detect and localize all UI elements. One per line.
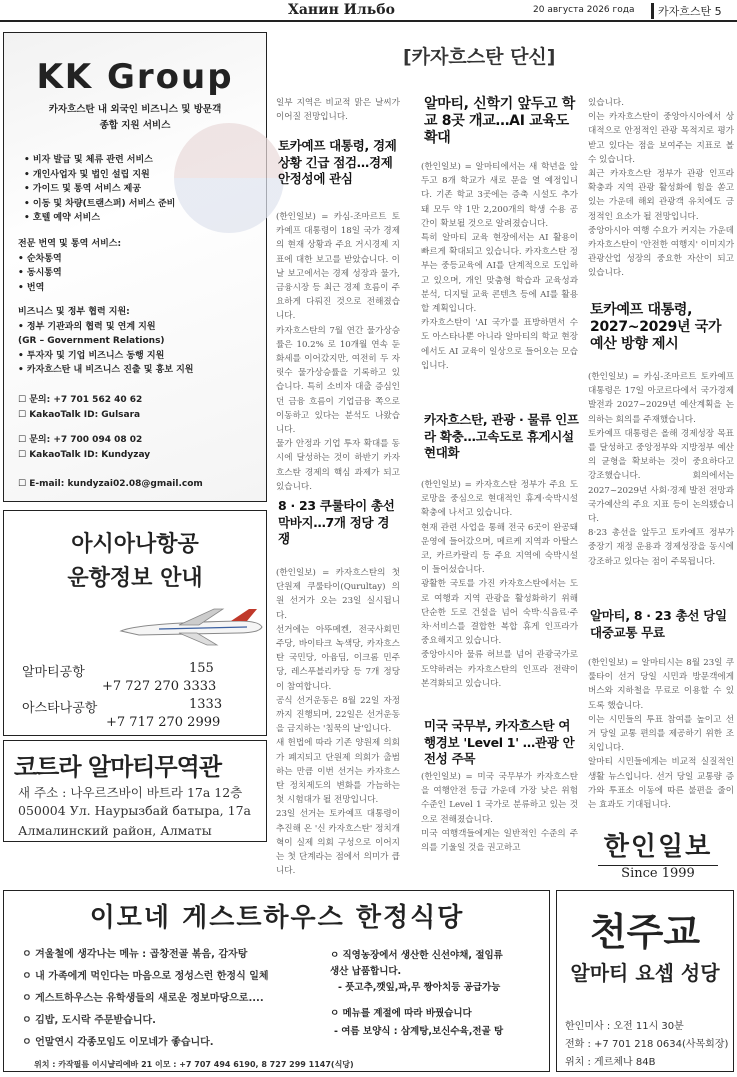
church-mass-time: 한인미사 : 오전 11시 30분 [565,1021,684,1032]
imone-item: ㅇ 내 가족에게 먹인다는 마음으로 정성스런 한정식 일체 [22,971,269,982]
article-7-body: (한인일보) = 알마티시는 8월 23일 쿠룰타이 선거 당일 시민과 방문객에게 버스와 지하철을 무료로 이용할 수 있도록 했습니다. 이는 시민들의 투표 참여를 높이고 선거 당일 교통 편의를 제공하기 위한 조치입니다. 알마티 시민들에게는 비교적 실질적인 생활 뉴스입니다. 선거 당일 교통량 증가와 투표소 이동에 따른 불편을 줄이는 효과도 기대됩니다. [588,658,734,811]
kk-interpretation: 전문 번역 및 통역 서비스: • 순차통역 • 동시통역 • 번역 [18,239,122,293]
airplane-icon [119,607,264,647]
kk-title: KK Group [36,57,234,97]
church-subtitle: 알마티 요셉 성당 [570,961,720,985]
kk-contact-1: ☐ 문의: +7 701 562 40 62 ☐ KakaoTalk ID: Gulsara [18,395,143,420]
asiana-title-1: 아시아나항공 [71,532,199,557]
article-2-body: (한인일보) = 카자흐스탄의 첫 단원제 쿠룰타이(Qurultay) 의원 선거가 오는 23일 실시됩니다. 선거에는 아뚜메켄, 전국사회민주당, 바이타크 녹색당, 카자흐스탄 국민당, 아윰딤, 이크롬 민주당, 레스푸블리카당 등 7개 정당이 참여합니다. 공식 선거운동은 8월 22일 자정까지 진행되며, 22일은 선거운동을 금지하는 '침묵의 날'입니다. 새 헌법에 따라 기존 양원제 의회가 폐지되고 단원제 의회가 출범하는 만큼 이번 선거는 카자흐스탄 정치제도의 변화를 가늠하는 첫 시험대가 될 전망입니다. 23일 선거는 토카예프 대통령이 추진해 온 '신 카자흐스탄' 정치개혁이 실제 의회 구성으로 이어지는 첫 단계라는 점에서 의미가 큽니다. [276,568,400,877]
article-3-body: (한인일보) = 알마티에서는 새 학년을 앞두고 8개 학교가 새로 문을 열 예정입니다. 기존 학교 3곳에는 증축 시설도 추가돼 모두 약 1만 2,200개의 학생 수용 공간이 확보될 것으로 알려졌습니다. 특히 알마티 교육 현장에서는 AI 활용이 빠르게 확대되고 있습니다. 카자흐스탄 정부는 중등교육에 AI를 단계적으로 도입하고 있으며, 개인 맞춤형 학습과 교육성과 분석, 디지털 교육 콘텐츠 등에 AI를 활용할 계획입니다. 카자흐스탄이 'AI 국가'를 표방하면서 수도 아스타나뿐 아니라 알마티의 학교 현장에서도 AI 교육이 일상으로 들어오는 모습입니다. [421,162,578,371]
imone-footer: 위치 : 카작필름 이시냘리에바 21 이모 : +7 707 494 6190, 8 727 299 1147(식당) [34,1060,354,1069]
asiana-ad [3,510,267,736]
col3-continuation: 있습니다. 이는 카자흐스탄이 중앙아시아에서 상대적으로 안정적인 관광 목적지로 평가받고 있다는 점을 보여주는 지표로 볼 수 있습니다. 최근 카자흐스탄 정부가 관광 인프라 확충과 지역 관광 활성화에 힘을 쏟고 있는 가운데 해외 관광객 유치에도 긍정적인 요소가 될 전망입니다. 중앙아시아 여행 수요가 커지는 가운데 카자흐스탄이 '안전한 여행지' 이미지가 관광산업 성장의 중요한 자산이 되고 있습니다. [588,98,734,279]
church-location: 위치 : 게르체나 84B [565,1057,656,1068]
kk-subtitle-2: 종합 지원 서비스 [99,120,171,131]
imone-farm-line: ㅇ 직영농장에서 생산한 신선야채, 절임류 [330,950,503,961]
page-header [0,0,737,22]
imone-menu-line: - 여름 보양식 : 삼계탕,보신수육,전골 탕 [334,1026,504,1037]
imone-item: ㅇ 게스트하우스는 유학생들의 새로운 정보마당으로.... [22,993,264,1004]
article-5-body: (한인일보) = 미국 국무부가 카자흐스탄을 여행안전 등급 가운데 가장 낮은 위험 수준인 Level 1 국가로 분류하고 있는 것으로 전해졌습니다. 미국 여행객들에게는 일반적인 수준의 주의를 기울일 것을 권고하고 [421,772,578,854]
article-4-body: (한인일보) = 카자흐스탄 정부가 주요 도로망을 중심으로 현대적인 휴게·숙박시설 확충에 나서고 있습니다. 현재 관련 사업을 통해 전국 6곳이 완공돼 운영에 들어갔으며, 메르케 지역과 아탈스코, 카르카랄리 등 주요 지역에 숙박시설이 들어섰습니다. 광활한 국토를 가진 카자흐스탄에서는 도로 여행과 지역 관광을 활성화하기 위해 단순한 도로 건설을 넘어 숙박·식음료·주차·서비스를 결합한 복합 휴게 인프라가 중요해지고 있습니다. 중앙아시아 물류 허브를 넘어 관광국가로 도약하려는 카자흐스탄의 인프라 전략이 본격화되고 있습니다. [421,480,578,689]
article-6-body: (한인일보) = 카심-조마르트 토카예프 대통령은 17일 아코르다에서 국가경제 발전과 2027~2029년 예산계획을 논의하는 회의를 주재했습니다. 토카예프 대통령은 올해 경제성장 목표를 달성하고 중앙정부와 지방정부 예산의 균형을 확보하는 것이 중요하다고 강조했습니다. 회의에서는 2027~2029년 사회·경제 발전 전망과 국가예산의 주요 지표 등이 논의됐습니다. 8·23 총선을 앞두고 토카예프 정부가 중장기 재정 운용과 경제성장을 동시에 강조하고 있다는 점이 주목됩니다. [588,372,734,567]
imone-item: ㅇ 겨울철에 생각나는 메뉴 : 곱창전골 볶음, 감자탕 [22,949,248,960]
asiana-title-2: 운항정보 안내 [67,566,203,591]
church-title: 천주교 [589,910,701,954]
almaty-airport-label: 알마티공항 [22,665,85,680]
church-phone: 전화 : +7 701 218 0634(사목회장) [565,1039,729,1050]
almaty-airport-phone: +7 727 270 3333 [102,679,217,694]
imone-farm-line: 생산 납품합니다. [330,966,402,977]
kotra-address-2: 050004 Ул. Наурызбай батыра, 17a [18,803,251,818]
article-2-headline: 8 · 23 쿠룰타이 총선 막바지…7개 정당 경쟁 [278,498,395,546]
kk-contact-2: ☐ 문의: +7 700 094 08 02 ☐ KakaoTalk ID: Kundyzay [18,435,151,460]
almaty-airport-code: 155 [189,661,214,676]
since-year: Since 1999 [598,865,718,881]
col1-continuation: 일부 지역은 비교적 맑은 날씨가 이어질 전망입니다. [276,98,400,123]
section-title: [카자흐스탄 단신] [403,46,556,68]
kk-group-ad [3,32,267,502]
article-3-headline: 알마티, 신학기 앞두고 학교 8곳 개교…AI 교육도 확대 [424,96,575,146]
astana-airport-code: 1333 [189,697,223,712]
imone-menu-line: ㅇ 메뉴를 계절에 따라 바꿨습니다 [330,1008,472,1019]
kk-business-support: 비즈니스 및 정부 협력 지원: • 정부 기관과의 협력 및 연계 지원 (GR – Government Relations) • 투자자 및 기업 비즈니스 동행 지원 • 카자흐스탄 내 비즈니스 진출 및 홍보 지원 [18,307,194,375]
kotra-address-3: Алмалинский район, Алматы [18,823,212,838]
kotra-address-1: 새 주소 : 나우르즈바이 바트라 17a 12층 [18,785,243,800]
kk-email: ☐ E-mail: kundyzai02.08@gmail.com [18,479,203,489]
catholic-church-ad [556,890,734,1072]
article-6-headline: 토카예프 대통령, 2027~2029년 국가예산 방향 제시 [590,302,722,352]
astana-airport-phone: +7 717 270 2999 [106,715,221,730]
imone-title: 이모네 게스트하우스 한정식당 [89,903,465,933]
imone-farm-line: - 풋고추,깻잎,파,무 짱아치등 공급가능 [338,982,501,993]
kotra-ad [3,740,267,842]
kotra-title: 코트라 알마티무역관 [14,753,222,781]
imone-item: ㅇ 김밥, 도시락 주문받습니다. [22,1015,156,1026]
imone-item: ㅇ 언말연시 각종모임도 이모네가 좋습니다. [22,1037,214,1048]
article-4-headline: 카자흐스탄, 관광 · 물류 인프라 확충…고속도로 휴게시설 현대화 [424,412,579,460]
article-7-headline: 알마티, 8 · 23 총선 당일 대중교통 무료 [590,608,727,640]
section-page-label: 카자흐스탄 5 [651,3,722,19]
imone-guesthouse-ad [3,890,550,1072]
newspaper-name: Ханин Ильбо [288,2,395,18]
astana-airport-label: 아스타나공항 [22,701,98,716]
article-5-headline: 미국 국무부, 카자흐스탄 여행경보 'Level 1' …관광 안전성 주목 [424,718,575,766]
article-1-headline: 토카예프 대통령, 경제 상황 긴급 점검…경제 안정성에 관심 [278,138,397,186]
issue-date: 20 августа 2026 года [533,5,635,15]
article-1-body: (한인일보) = 카심-조마르트 토카예프 대통령이 18일 국가 경제의 현재 상황과 주요 거시경제 지표에 대한 보고를 받았습니다. 이날 보고에서는 경제 성장과 물가, 금융시장 등 최근 경제 흐름이 주요하게 다뤄진 것으로 전해졌습니다. 카자흐스탄의 7월 연간 물가상승률은 10.2% 로 10개월 연속 둔화세를 이어갔지만, 여전히 두 자릿수 물가상승률을 기록하고 있습니다. 특히 소비자 대출 증심인던 금융 흐름이 기업금융 쪽으로 이동하고 있다는 분석도 나왔습니다. 물가 안정과 기업 투자 확대를 동시에 달성하는 것이 하반기 카자흐스탄 경제의 핵심 과제가 되고 있습니다. [276,212,400,492]
kk-services-list: • 비자 발급 및 체류 관련 서비스 • 개인사업자 및 법인 설립 지원 • 가이드 및 통역 서비스 제공 • 이동 및 차량(트랜스퍼) 서비스 준비 • 호텔 예약 서비스 [24,155,176,223]
logo-text: 한인일보 [603,832,713,862]
taegeuk-watermark-icon [174,123,284,233]
hanin-ilbo-logo [598,826,718,886]
kk-subtitle-1: 카자흐스탄 내 외국인 비즈니스 및 방문객 [48,104,222,115]
